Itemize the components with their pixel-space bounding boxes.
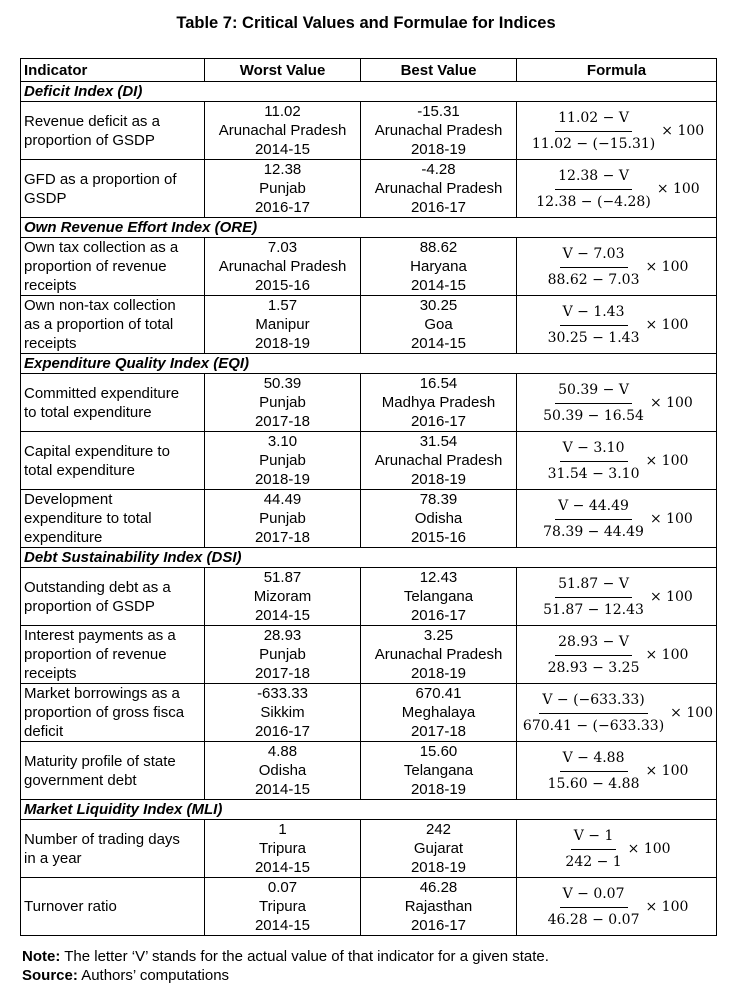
best-state: Telangana bbox=[403, 588, 474, 605]
table-row bbox=[21, 102, 717, 160]
formula-denominator: 12.38 − (−4.28) bbox=[536, 193, 651, 210]
worst-value: 28.93 bbox=[263, 627, 302, 644]
indicator-line: as a proportion of total bbox=[24, 316, 174, 333]
worst-year: 2018-19 bbox=[254, 335, 311, 352]
formula-cell bbox=[517, 684, 717, 742]
best-value-cell bbox=[361, 490, 517, 548]
formula-numerator: V − 7.03 bbox=[560, 245, 628, 268]
indices-table bbox=[20, 58, 717, 936]
formula-denominator: 51.87 − 12.43 bbox=[543, 601, 644, 618]
formula-denominator: 46.28 − 0.07 bbox=[547, 911, 640, 928]
formula-denominator: 50.39 − 16.54 bbox=[543, 407, 644, 424]
best-year: 2014-15 bbox=[410, 277, 467, 294]
formula-fraction bbox=[545, 303, 643, 348]
formula-numerator: 12.38 − V bbox=[555, 167, 632, 190]
worst-value: 11.02 bbox=[264, 103, 301, 120]
worst-value: -633.33 bbox=[257, 685, 308, 702]
indicator-cell bbox=[21, 878, 205, 936]
indicator-line: Turnover ratio bbox=[24, 898, 117, 915]
indicator-line: Interest payments as a bbox=[24, 627, 176, 644]
formula-multiplier: × 100 bbox=[670, 704, 714, 721]
indicator-cell bbox=[21, 490, 205, 548]
best-state: Gujarat bbox=[413, 840, 464, 857]
indicator-line: Capital expenditure to bbox=[24, 442, 170, 460]
worst-value: 7.03 bbox=[267, 239, 298, 256]
formula-fraction bbox=[540, 575, 647, 620]
indicator-line: Number of trading days bbox=[24, 830, 180, 848]
formula bbox=[545, 633, 689, 678]
formula-cell bbox=[517, 238, 717, 296]
table-row bbox=[21, 432, 717, 490]
indicator-line: proportion of GSDP bbox=[24, 597, 155, 615]
best-value: -4.28 bbox=[421, 161, 456, 178]
note-text: The letter ‘V’ stands for the actual value of that indicator for a given state. bbox=[60, 948, 549, 965]
formula-denominator: 670.41 − (−633.33) bbox=[522, 717, 665, 734]
table-row bbox=[21, 160, 717, 218]
best-year: 2016-17 bbox=[410, 917, 467, 934]
best-year: 2016-17 bbox=[410, 413, 467, 430]
formula-cell bbox=[517, 878, 717, 936]
formula-multiplier: × 100 bbox=[649, 394, 693, 411]
formula bbox=[545, 439, 689, 484]
formula-fraction bbox=[540, 381, 647, 426]
formula-numerator: V − 0.07 bbox=[560, 885, 628, 908]
worst-year: 2016-17 bbox=[254, 723, 311, 740]
indicator-cell bbox=[21, 102, 205, 160]
worst-state: Punjab bbox=[259, 452, 306, 469]
formula-cell bbox=[517, 626, 717, 684]
worst-value-cell bbox=[205, 568, 361, 626]
indicator-line: Outstanding debt as a bbox=[24, 578, 171, 596]
indicator-line: Development bbox=[24, 491, 113, 508]
worst-state: Sikkim bbox=[260, 704, 305, 721]
best-value-cell bbox=[361, 568, 517, 626]
worst-state: Arunachal Pradesh bbox=[218, 122, 347, 139]
source-line bbox=[22, 966, 549, 985]
formula bbox=[540, 575, 693, 620]
section-title: Debt Sustainability Index (DSI) bbox=[21, 548, 717, 568]
worst-year: 2014-15 bbox=[254, 859, 311, 876]
best-value-cell bbox=[361, 160, 517, 218]
worst-state: Tripura bbox=[259, 898, 306, 915]
formula-fraction bbox=[545, 885, 643, 930]
header-formula: Formula bbox=[517, 59, 717, 82]
worst-year: 2017-18 bbox=[254, 665, 311, 682]
formula-multiplier: × 100 bbox=[661, 122, 705, 139]
indicator-line: receipts bbox=[24, 335, 77, 352]
table-row bbox=[21, 878, 717, 936]
table-row bbox=[21, 742, 717, 800]
formula-multiplier: × 100 bbox=[645, 258, 689, 275]
formula-denominator: 28.93 − 3.25 bbox=[547, 659, 640, 676]
worst-value-cell bbox=[205, 432, 361, 490]
formula-multiplier: × 100 bbox=[649, 588, 693, 605]
indicator-cell bbox=[21, 626, 205, 684]
best-value-cell bbox=[361, 374, 517, 432]
header-indicator: Indicator bbox=[21, 59, 205, 82]
worst-state: Odisha bbox=[258, 762, 307, 779]
formula-fraction bbox=[520, 691, 667, 736]
table-row bbox=[21, 626, 717, 684]
formula-cell bbox=[517, 296, 717, 354]
section-row bbox=[21, 354, 717, 374]
best-value: 670.41 bbox=[415, 685, 462, 702]
indicator-line: receipts bbox=[24, 277, 77, 294]
indicator-cell bbox=[21, 238, 205, 296]
worst-value-cell bbox=[205, 490, 361, 548]
formula-numerator: V − 4.88 bbox=[560, 749, 628, 772]
formula-multiplier: × 100 bbox=[645, 762, 689, 779]
best-year: 2017-18 bbox=[410, 723, 467, 740]
worst-value-cell bbox=[205, 238, 361, 296]
best-year: 2014-15 bbox=[410, 335, 467, 352]
worst-value-cell bbox=[205, 742, 361, 800]
formula-fraction bbox=[529, 109, 658, 154]
best-value: 3.25 bbox=[423, 627, 454, 644]
best-state: Haryana bbox=[410, 258, 467, 275]
formula-numerator: 28.93 − V bbox=[555, 633, 632, 656]
formula-multiplier: × 100 bbox=[645, 452, 689, 469]
indicator-line: Maturity profile of state bbox=[24, 752, 176, 770]
formula-numerator: V − 1.43 bbox=[560, 303, 628, 326]
formula-cell bbox=[517, 102, 717, 160]
indicator-cell bbox=[21, 432, 205, 490]
worst-value: 1 bbox=[278, 821, 287, 838]
best-year: 2018-19 bbox=[410, 141, 467, 158]
best-year: 2018-19 bbox=[410, 781, 467, 798]
formula bbox=[540, 497, 693, 542]
best-year: 2018-19 bbox=[410, 665, 467, 682]
indicator-line: proportion of revenue bbox=[24, 258, 167, 275]
formula-fraction bbox=[545, 633, 643, 678]
worst-value-cell bbox=[205, 820, 361, 878]
indicator-cell bbox=[21, 820, 205, 878]
header-worst-value: Worst Value bbox=[205, 59, 361, 82]
worst-value: 3.10 bbox=[267, 433, 298, 450]
best-value: 88.62 bbox=[419, 239, 458, 256]
indicator-line: expenditure bbox=[24, 529, 103, 546]
best-value: -15.31 bbox=[417, 103, 460, 120]
formula-multiplier: × 100 bbox=[627, 840, 671, 857]
best-value: 15.60 bbox=[419, 743, 458, 760]
worst-value: 4.88 bbox=[267, 743, 298, 760]
indicator-line: Own non-tax collection bbox=[24, 297, 176, 314]
worst-year: 2017-18 bbox=[254, 529, 311, 546]
formula-cell bbox=[517, 742, 717, 800]
table-row bbox=[21, 238, 717, 296]
indicator-line: Own tax collection as a bbox=[24, 239, 179, 256]
worst-year: 2016-17 bbox=[254, 199, 311, 216]
best-state: Goa bbox=[424, 316, 453, 333]
worst-year: 2017-18 bbox=[254, 413, 311, 430]
worst-value-cell bbox=[205, 296, 361, 354]
section-row bbox=[21, 218, 717, 238]
best-state: Arunachal Pradesh bbox=[374, 122, 503, 139]
worst-state: Mizoram bbox=[253, 588, 312, 605]
worst-state: Punjab bbox=[259, 394, 306, 411]
formula bbox=[562, 827, 670, 872]
formula-cell bbox=[517, 432, 717, 490]
section-row bbox=[21, 82, 717, 102]
section-row bbox=[21, 800, 717, 820]
formula-fraction bbox=[562, 827, 624, 872]
table-row bbox=[21, 568, 717, 626]
worst-value: 51.87 bbox=[263, 569, 302, 586]
formula-multiplier: × 100 bbox=[645, 898, 689, 915]
formula bbox=[545, 885, 689, 930]
worst-year: 2014-15 bbox=[254, 141, 311, 158]
indicator-line: Revenue deficit as a bbox=[24, 112, 160, 130]
section-title: Deficit Index (DI) bbox=[21, 82, 717, 102]
best-state: Arunachal Pradesh bbox=[374, 452, 503, 469]
table-row bbox=[21, 490, 717, 548]
best-state: Rajasthan bbox=[404, 898, 473, 915]
indicator-line: Committed expenditure bbox=[24, 384, 180, 402]
table-row bbox=[21, 374, 717, 432]
indicator-cell bbox=[21, 684, 205, 742]
worst-value-cell bbox=[205, 102, 361, 160]
section-title: Own Revenue Effort Index (ORE) bbox=[21, 218, 717, 238]
formula-fraction bbox=[545, 245, 643, 290]
formula-fraction bbox=[540, 497, 647, 542]
worst-value-cell bbox=[205, 878, 361, 936]
best-value: 12.43 bbox=[419, 569, 458, 586]
worst-value-cell bbox=[205, 684, 361, 742]
best-value-cell bbox=[361, 238, 517, 296]
formula-fraction bbox=[533, 167, 654, 212]
best-state: Meghalaya bbox=[401, 704, 476, 721]
indicator-cell bbox=[21, 374, 205, 432]
best-value-cell bbox=[361, 102, 517, 160]
formula-numerator: V − 44.49 bbox=[555, 497, 632, 520]
best-state: Telangana bbox=[403, 762, 474, 779]
indicator-cell bbox=[21, 568, 205, 626]
formula-cell bbox=[517, 160, 717, 218]
best-value: 46.28 bbox=[419, 879, 458, 896]
table-title: Table 7: Critical Values and Formulae for Indices bbox=[176, 14, 556, 32]
formula-denominator: 88.62 − 7.03 bbox=[547, 271, 640, 288]
indicator-line: proportion of GSDP bbox=[24, 131, 155, 149]
formula-denominator: 11.02 − (−15.31) bbox=[531, 135, 656, 152]
formula bbox=[545, 245, 689, 290]
formula bbox=[529, 109, 704, 154]
worst-value: 44.49 bbox=[263, 491, 302, 508]
section-title: Market Liquidity Index (MLI) bbox=[21, 800, 717, 820]
formula bbox=[540, 381, 693, 426]
formula-cell bbox=[517, 490, 717, 548]
footnotes bbox=[22, 947, 549, 985]
best-value-cell bbox=[361, 626, 517, 684]
worst-value-cell bbox=[205, 626, 361, 684]
formula-numerator: V − 3.10 bbox=[560, 439, 628, 462]
formula-numerator: 50.39 − V bbox=[555, 381, 632, 404]
formula-denominator: 15.60 − 4.88 bbox=[547, 775, 640, 792]
worst-value: 12.38 bbox=[263, 161, 302, 178]
best-state: Arunachal Pradesh bbox=[374, 180, 503, 197]
best-value-cell bbox=[361, 742, 517, 800]
formula bbox=[520, 691, 713, 736]
formula-multiplier: × 100 bbox=[649, 510, 693, 527]
indicator-line: GFD as a proportion of bbox=[24, 170, 177, 188]
indicator-cell bbox=[21, 742, 205, 800]
best-value-cell bbox=[361, 878, 517, 936]
best-year: 2015-16 bbox=[410, 529, 467, 546]
formula bbox=[545, 303, 689, 348]
worst-year: 2018-19 bbox=[254, 471, 311, 488]
best-value-cell bbox=[361, 820, 517, 878]
formula-cell bbox=[517, 374, 717, 432]
section-row bbox=[21, 548, 717, 568]
formula-cell bbox=[517, 568, 717, 626]
formula-multiplier: × 100 bbox=[645, 316, 689, 333]
worst-year: 2014-15 bbox=[254, 917, 311, 934]
worst-year: 2014-15 bbox=[254, 607, 311, 624]
best-value: 242 bbox=[425, 821, 452, 838]
note-label: Note: bbox=[22, 948, 61, 965]
section-title: Expenditure Quality Index (EQI) bbox=[21, 354, 717, 374]
formula-numerator: 11.02 − V bbox=[555, 109, 632, 132]
indicator-line: Market borrowings as a bbox=[24, 685, 180, 702]
note-line bbox=[22, 947, 549, 966]
best-state: Arunachal Pradesh bbox=[374, 646, 503, 663]
indicator-cell bbox=[21, 160, 205, 218]
formula bbox=[545, 749, 689, 794]
best-state: Madhya Pradesh bbox=[381, 394, 496, 411]
formula-denominator: 30.25 − 1.43 bbox=[547, 329, 640, 346]
formula-denominator: 242 − 1 bbox=[565, 853, 622, 870]
source-label: Source: bbox=[22, 967, 78, 984]
indicator-line: receipts bbox=[24, 665, 77, 682]
header-row bbox=[21, 59, 717, 82]
worst-value-cell bbox=[205, 374, 361, 432]
best-value: 16.54 bbox=[419, 375, 458, 392]
worst-year: 2014-15 bbox=[254, 781, 311, 798]
worst-state: Manipur bbox=[255, 316, 310, 333]
formula-cell bbox=[517, 820, 717, 878]
best-value-cell bbox=[361, 684, 517, 742]
best-year: 2016-17 bbox=[410, 199, 467, 216]
worst-state: Punjab bbox=[259, 180, 306, 197]
formula-numerator: V − 1 bbox=[571, 827, 617, 850]
formula bbox=[533, 167, 699, 212]
formula-denominator: 31.54 − 3.10 bbox=[547, 465, 640, 482]
indicator-line: proportion of revenue bbox=[24, 646, 167, 663]
formula-fraction bbox=[545, 749, 643, 794]
worst-state: Punjab bbox=[259, 646, 306, 663]
table-row bbox=[21, 296, 717, 354]
worst-state: Arunachal Pradesh bbox=[218, 258, 347, 275]
best-value: 31.54 bbox=[419, 433, 458, 450]
indicator-line: expenditure to total bbox=[24, 510, 152, 527]
source-text: Authors’ computations bbox=[77, 967, 230, 984]
formula-fraction bbox=[545, 439, 643, 484]
worst-value: 50.39 bbox=[263, 375, 302, 392]
indicator-line: government debt bbox=[24, 771, 137, 789]
table-row bbox=[21, 820, 717, 878]
indicator-line: to total expenditure bbox=[24, 403, 152, 421]
best-value-cell bbox=[361, 432, 517, 490]
best-value: 30.25 bbox=[419, 297, 458, 314]
best-year: 2018-19 bbox=[410, 471, 467, 488]
worst-value: 0.07 bbox=[267, 879, 298, 896]
best-state: Odisha bbox=[414, 510, 463, 527]
worst-value: 1.57 bbox=[267, 297, 298, 314]
formula-numerator: V − (−633.33) bbox=[539, 691, 647, 714]
best-value: 78.39 bbox=[419, 491, 458, 508]
best-year: 2016-17 bbox=[410, 607, 467, 624]
best-year: 2018-19 bbox=[410, 859, 467, 876]
best-value-cell bbox=[361, 296, 517, 354]
worst-value-cell bbox=[205, 160, 361, 218]
formula-multiplier: × 100 bbox=[656, 180, 700, 197]
indicator-line: proportion of gross fisca bbox=[24, 704, 185, 721]
worst-state: Punjab bbox=[259, 510, 306, 527]
indicator-line: total expenditure bbox=[24, 461, 135, 479]
indicator-line: deficit bbox=[24, 723, 64, 740]
indicator-line: GSDP bbox=[24, 189, 67, 207]
indicator-cell bbox=[21, 296, 205, 354]
worst-state: Tripura bbox=[259, 840, 306, 857]
worst-year: 2015-16 bbox=[254, 277, 311, 294]
table-row bbox=[21, 684, 717, 742]
header-best-value: Best Value bbox=[361, 59, 517, 82]
indicator-line: in a year bbox=[24, 849, 82, 867]
formula-denominator: 78.39 − 44.49 bbox=[543, 523, 644, 540]
formula-multiplier: × 100 bbox=[645, 646, 689, 663]
formula-numerator: 51.87 − V bbox=[555, 575, 632, 598]
